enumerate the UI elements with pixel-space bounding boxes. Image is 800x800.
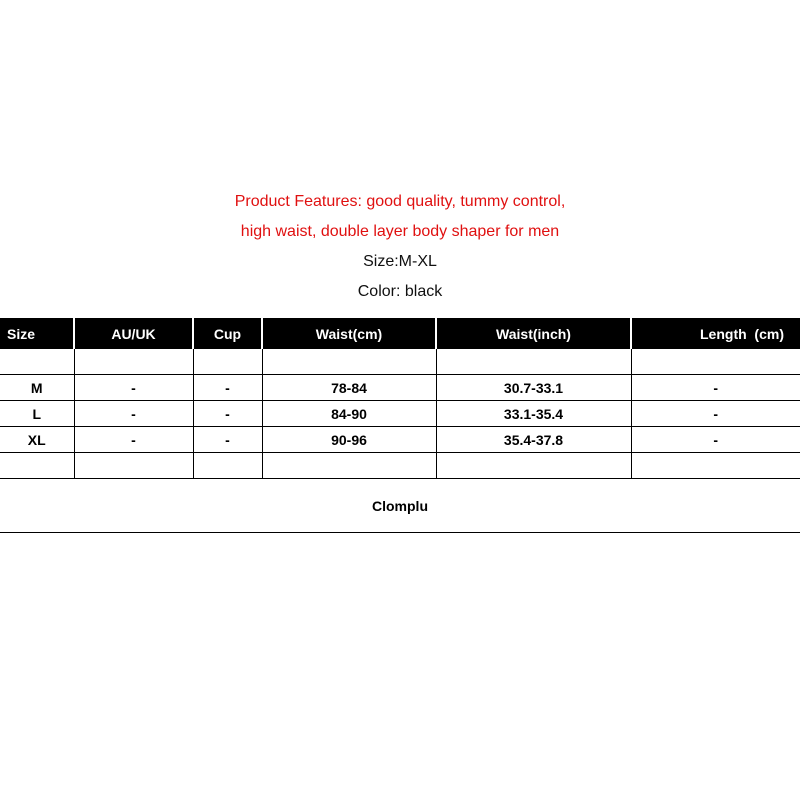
- cell-size: [0, 453, 74, 479]
- cell-au-uk: -: [74, 375, 193, 401]
- cell-waist-cm: 84-90: [262, 401, 436, 427]
- header-au-uk: AU/UK: [74, 318, 193, 349]
- header-cup: Cup: [193, 318, 262, 349]
- cell-length-cm: [631, 453, 800, 479]
- cell-au-uk: [74, 349, 193, 375]
- cell-waist-inch: 33.1-35.4: [436, 401, 631, 427]
- cell-length-cm: [631, 349, 800, 375]
- cell-waist-inch: 35.4-37.8: [436, 427, 631, 453]
- cell-length-cm: -: [631, 375, 800, 401]
- table-row: [0, 375, 800, 401]
- cell-au-uk: -: [74, 401, 193, 427]
- brand-footer: [0, 480, 800, 533]
- cell-waist-cm: [262, 453, 436, 479]
- cell-waist-inch: 30.7-33.1: [436, 375, 631, 401]
- cell-cup: -: [193, 375, 262, 401]
- header-waist-inch: Waist(inch): [436, 318, 631, 349]
- feature-line-2: high waist, double layer body shaper for men: [240, 223, 560, 240]
- table-row: [0, 427, 800, 453]
- color-info: Color: black: [357, 283, 443, 300]
- table-row: [0, 453, 800, 479]
- table-header-row: [0, 318, 800, 349]
- table-row: [0, 401, 800, 427]
- header-length-cm: Length (cm): [631, 318, 800, 349]
- cell-size: XL: [0, 427, 74, 453]
- cell-cup: -: [193, 427, 262, 453]
- cell-length-cm: -: [631, 401, 800, 427]
- header-size: Size: [0, 318, 74, 349]
- cell-waist-cm: [262, 349, 436, 375]
- size-chart-table: [0, 318, 800, 479]
- cell-cup: [193, 349, 262, 375]
- cell-size: L: [0, 401, 74, 427]
- feature-line-1: Product Features: good quality, tummy control,: [234, 193, 566, 210]
- cell-length-cm: -: [631, 427, 800, 453]
- header-waist-cm: Waist(cm): [262, 318, 436, 349]
- cell-au-uk: [74, 453, 193, 479]
- cell-waist-inch: [436, 453, 631, 479]
- brand-name: Clomplu: [372, 498, 428, 514]
- cell-waist-inch: [436, 349, 631, 375]
- cell-waist-cm: 90-96: [262, 427, 436, 453]
- cell-cup: -: [193, 401, 262, 427]
- size-range: Size:M-XL: [363, 253, 437, 270]
- cell-cup: [193, 453, 262, 479]
- cell-size: [0, 349, 74, 375]
- cell-au-uk: -: [74, 427, 193, 453]
- table-row: [0, 349, 800, 375]
- cell-waist-cm: 78-84: [262, 375, 436, 401]
- cell-size: M: [0, 375, 74, 401]
